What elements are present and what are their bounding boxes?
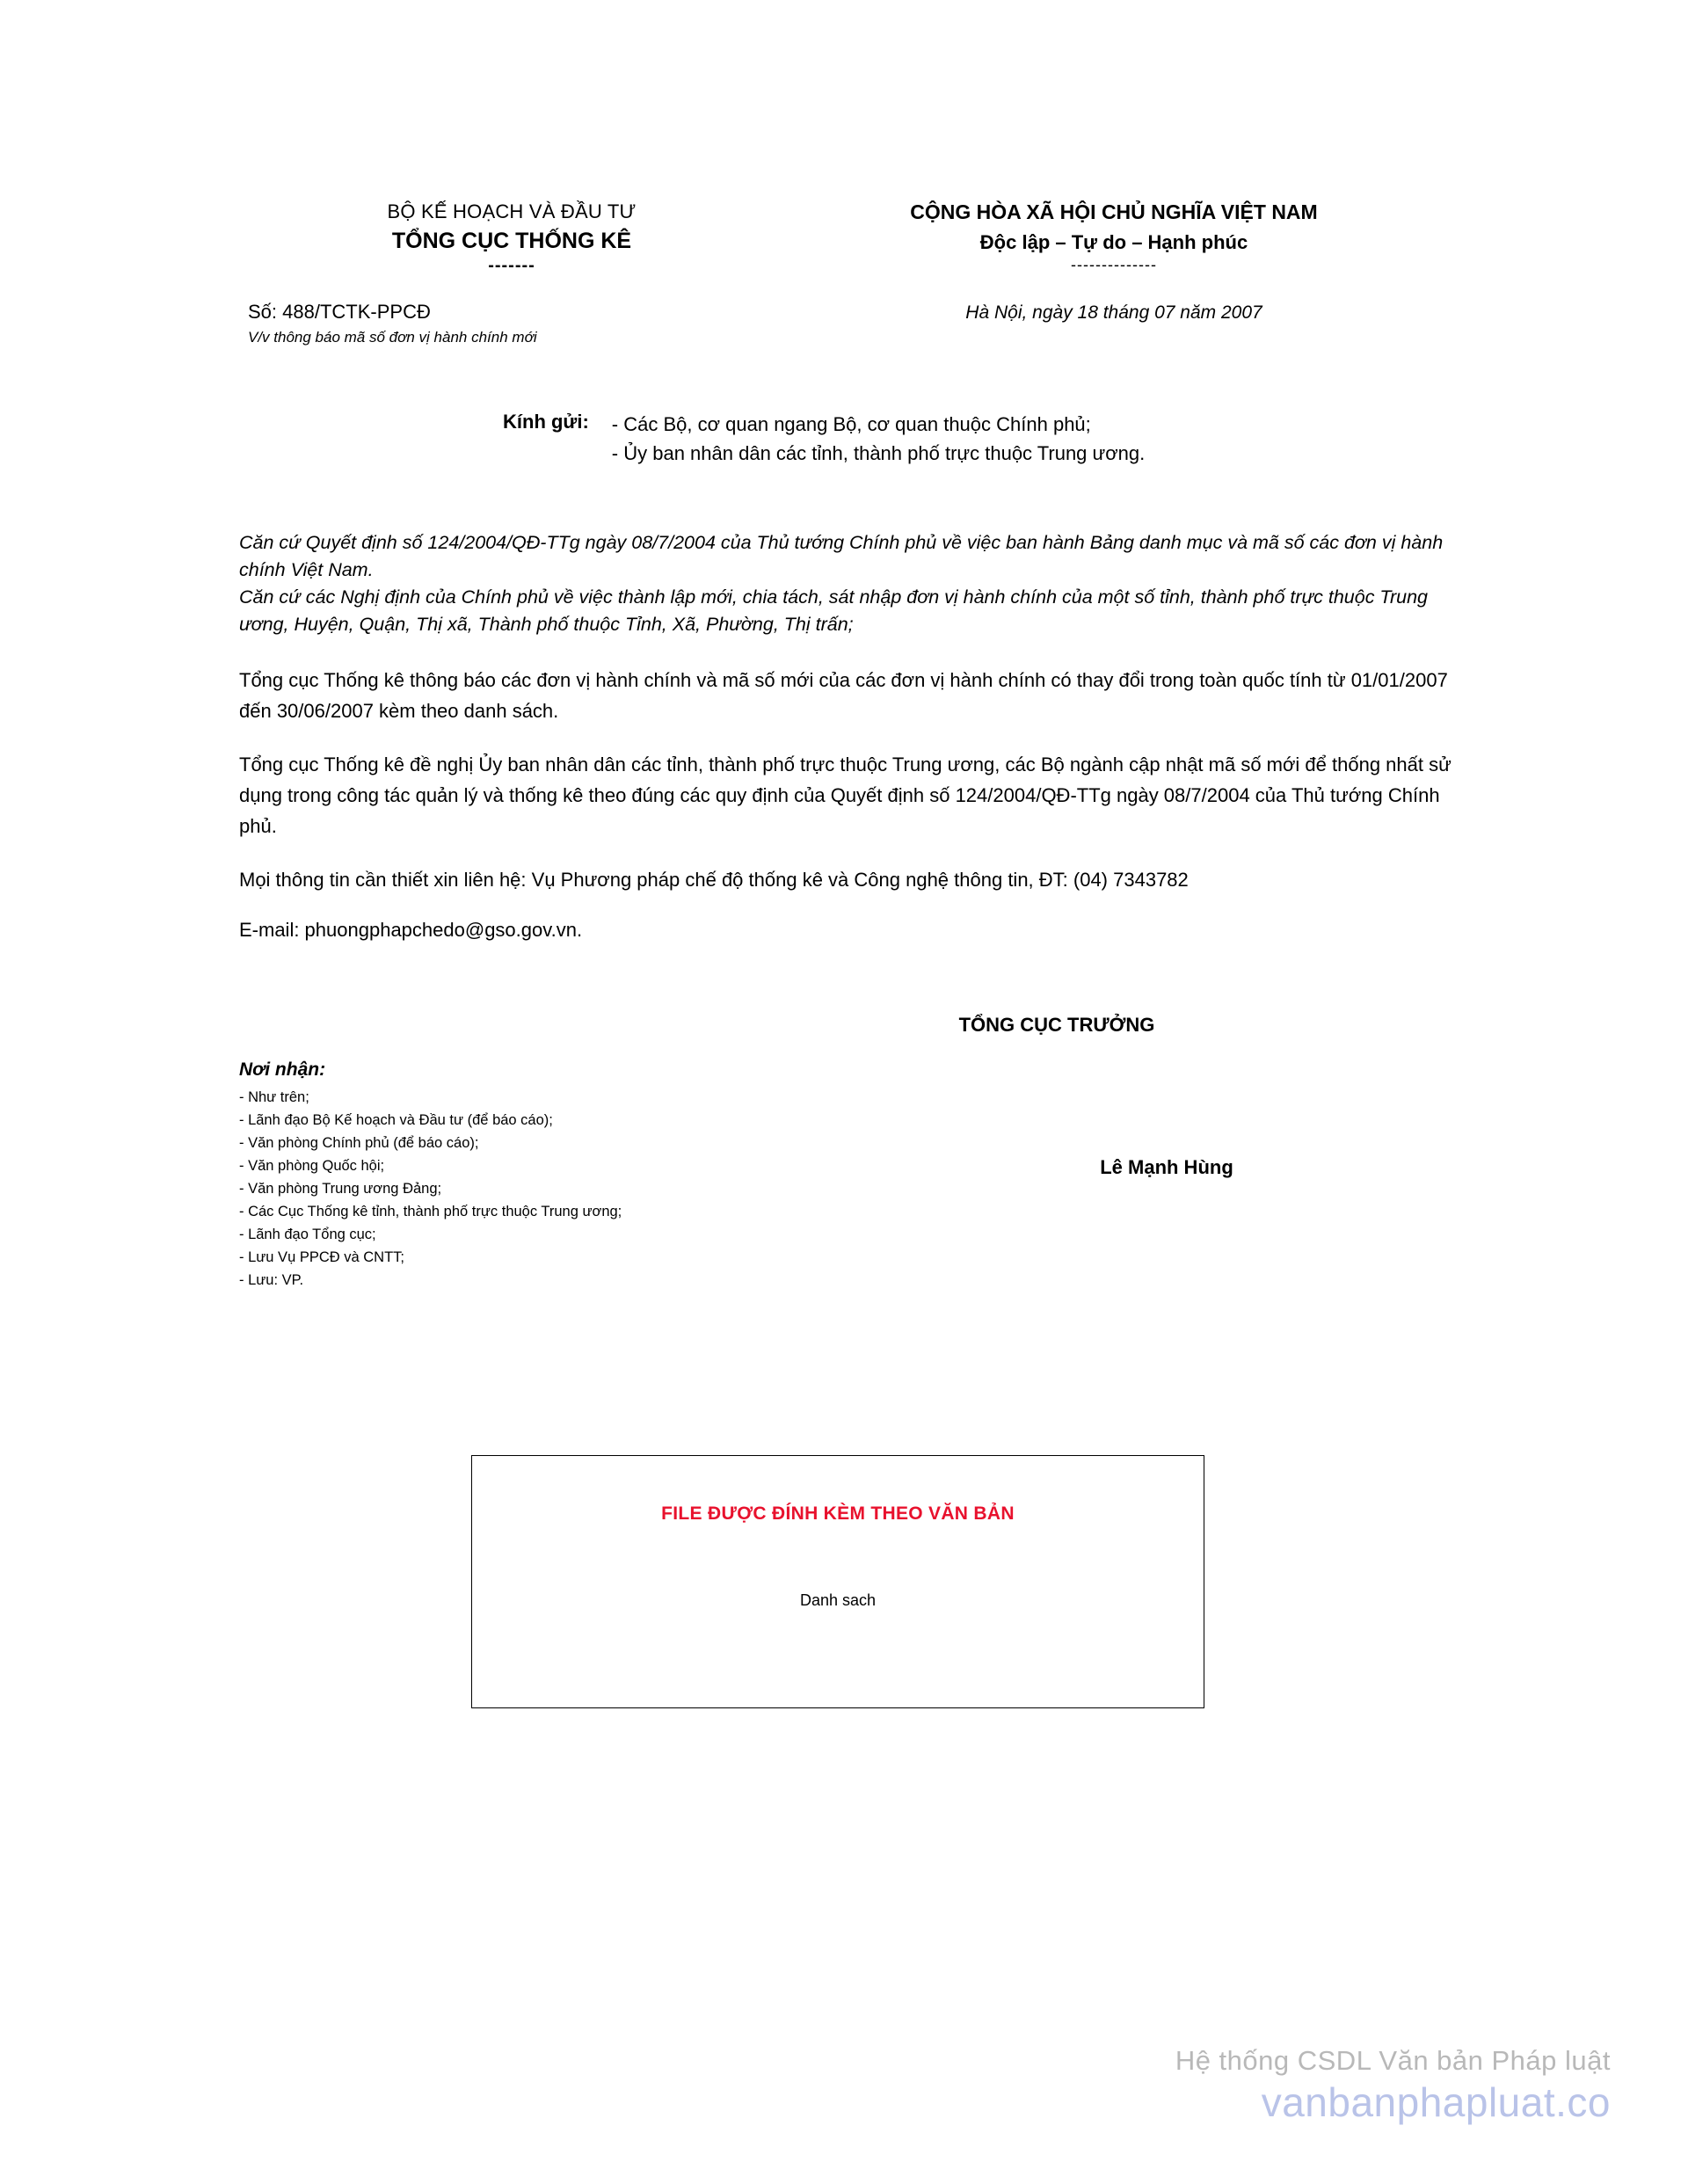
body-paragraph-email: E-mail: phuongphapchedo@gso.gov.vn.: [239, 919, 583, 941]
issuing-authority-block: [239, 200, 775, 276]
footer-row: [239, 1059, 1452, 1292]
country-name: CỘNG HÒA XÃ HỘI CHỦ NGHĨA VIỆT NAM: [910, 200, 1318, 223]
signer-name: Lê Mạnh Hùng: [1100, 1156, 1233, 1178]
motto-divider: --------------: [1071, 256, 1157, 273]
watermark: [1175, 2045, 1611, 2126]
distribution-item: - Lãnh đạo Tổng cục;: [239, 1227, 376, 1242]
signer-title: TỔNG CỤC TRƯỞNG: [958, 1014, 1155, 1036]
agency-divider: -------: [488, 256, 535, 275]
distribution-item: - Như trên;: [239, 1089, 309, 1105]
document-header: [239, 200, 1452, 276]
watermark-line-2: vanbanphapluat.co: [1261, 2079, 1611, 2125]
document-subject: V/v thông báo mã số đơn vị hành chính mới: [248, 329, 537, 346]
body-paragraph: Mọi thông tin cần thiết xin liên hệ: Vụ Phương pháp chế độ thống kê và Công nghệ thông tin, ĐT: (04) 7343782: [239, 869, 1189, 891]
national-heading-block: [775, 200, 1452, 274]
attachment-title: FILE ĐƯỢC ĐÍNH KÈM THEO VĂN BẢN: [661, 1503, 1015, 1524]
distribution-item: - Văn phòng Chính phủ (để báo cáo);: [239, 1135, 479, 1151]
document-number-block: [239, 301, 775, 346]
distribution-item: - Các Cục Thống kê tỉnh, thành phố trực thuộc Trung ương;: [239, 1204, 622, 1219]
recipients-block: [239, 410, 1452, 468]
document-meta-row: [239, 301, 1452, 346]
attachment-file-link[interactable]: Danh sach: [799, 1591, 877, 1609]
distribution-block: [239, 1059, 855, 1292]
recipients-label: Kính gửi:: [503, 411, 589, 433]
attachment-box: [471, 1455, 1204, 1708]
body-paragraph: Tổng cục Thống kê thông báo các đơn vị hành chính và mã số mới của các đơn vị hành chính có thay đổi trong toàn quốc tính từ 01/01/2007 đến 30/06/2007 kèm theo danh sách.: [239, 669, 1448, 722]
place-and-date: Hà Nội, ngày 18 tháng 07 năm 2007: [965, 302, 1262, 323]
legal-basis-paragraph: Căn cứ Quyết định số 124/2004/QĐ-TTg ngày 08/7/2004 của Thủ tướng Chính phủ về việc ban hành Bảng danh mục và mã số các đơn vị hành chính Việt Nam.: [239, 532, 1444, 580]
recipient-item: - Ủy ban nhân dân các tỉnh, thành phố trực thuộc Trung ương.: [611, 442, 1146, 464]
distribution-title: Nơi nhận:: [239, 1059, 326, 1080]
body-paragraph: Tổng cục Thống kê đề nghị Ủy ban nhân dân các tỉnh, thành phố trực thuộc Trung ương, các Bộ ngành cập nhật mã số mới để thống nhất sử dụng trong công tác quản lý và thống kê theo đúng các quy định của Quyết định số 124/2004/QĐ-TTg ngày 08/7/2004 của Thủ tướng Chính phủ.: [239, 753, 1452, 837]
legal-basis-block: [239, 529, 1452, 638]
distribution-item: - Lãnh đạo Bộ Kế hoạch và Đầu tư (để báo cáo);: [239, 1112, 553, 1128]
distribution-item: - Lưu: VP.: [239, 1272, 304, 1288]
legal-basis-paragraph: Căn cứ các Nghị định của Chính phủ về việc thành lập mới, chia tách, sát nhập đơn vị hành chính của một số tỉnh, thành phố trực thuộc Trung ương, Huyện, Quận, Thị xã, Thành phố thuộc Tỉnh, Xã, Phường, Thị trấn;: [239, 586, 1428, 635]
agency-name: TỔNG CỤC THỐNG KÊ: [391, 229, 632, 253]
distribution-item: - Văn phòng Quốc hội;: [239, 1158, 385, 1174]
document-number: Số: 488/TCTK-PPCĐ: [248, 301, 431, 323]
document-body: [239, 529, 1452, 945]
ministry-name: BỘ KẾ HOẠCH VÀ ĐẦU TƯ: [387, 200, 637, 222]
document-content: [239, 200, 1452, 1292]
recipient-item: - Các Bộ, cơ quan ngang Bộ, cơ quan thuộc Chính phủ;: [611, 413, 1091, 435]
distribution-item: - Lưu Vụ PPCĐ và CNTT;: [239, 1249, 405, 1265]
watermark-line-1: Hệ thống CSDL Văn bản Pháp luật: [1175, 2045, 1611, 2076]
recipients-list: [612, 410, 1145, 468]
signer-block: [855, 1059, 1452, 1292]
distribution-item: - Văn phòng Trung ương Đảng;: [239, 1181, 442, 1197]
signature-title-row: [239, 1014, 1452, 1037]
national-motto: Độc lập – Tự do – Hạnh phúc: [979, 231, 1248, 253]
